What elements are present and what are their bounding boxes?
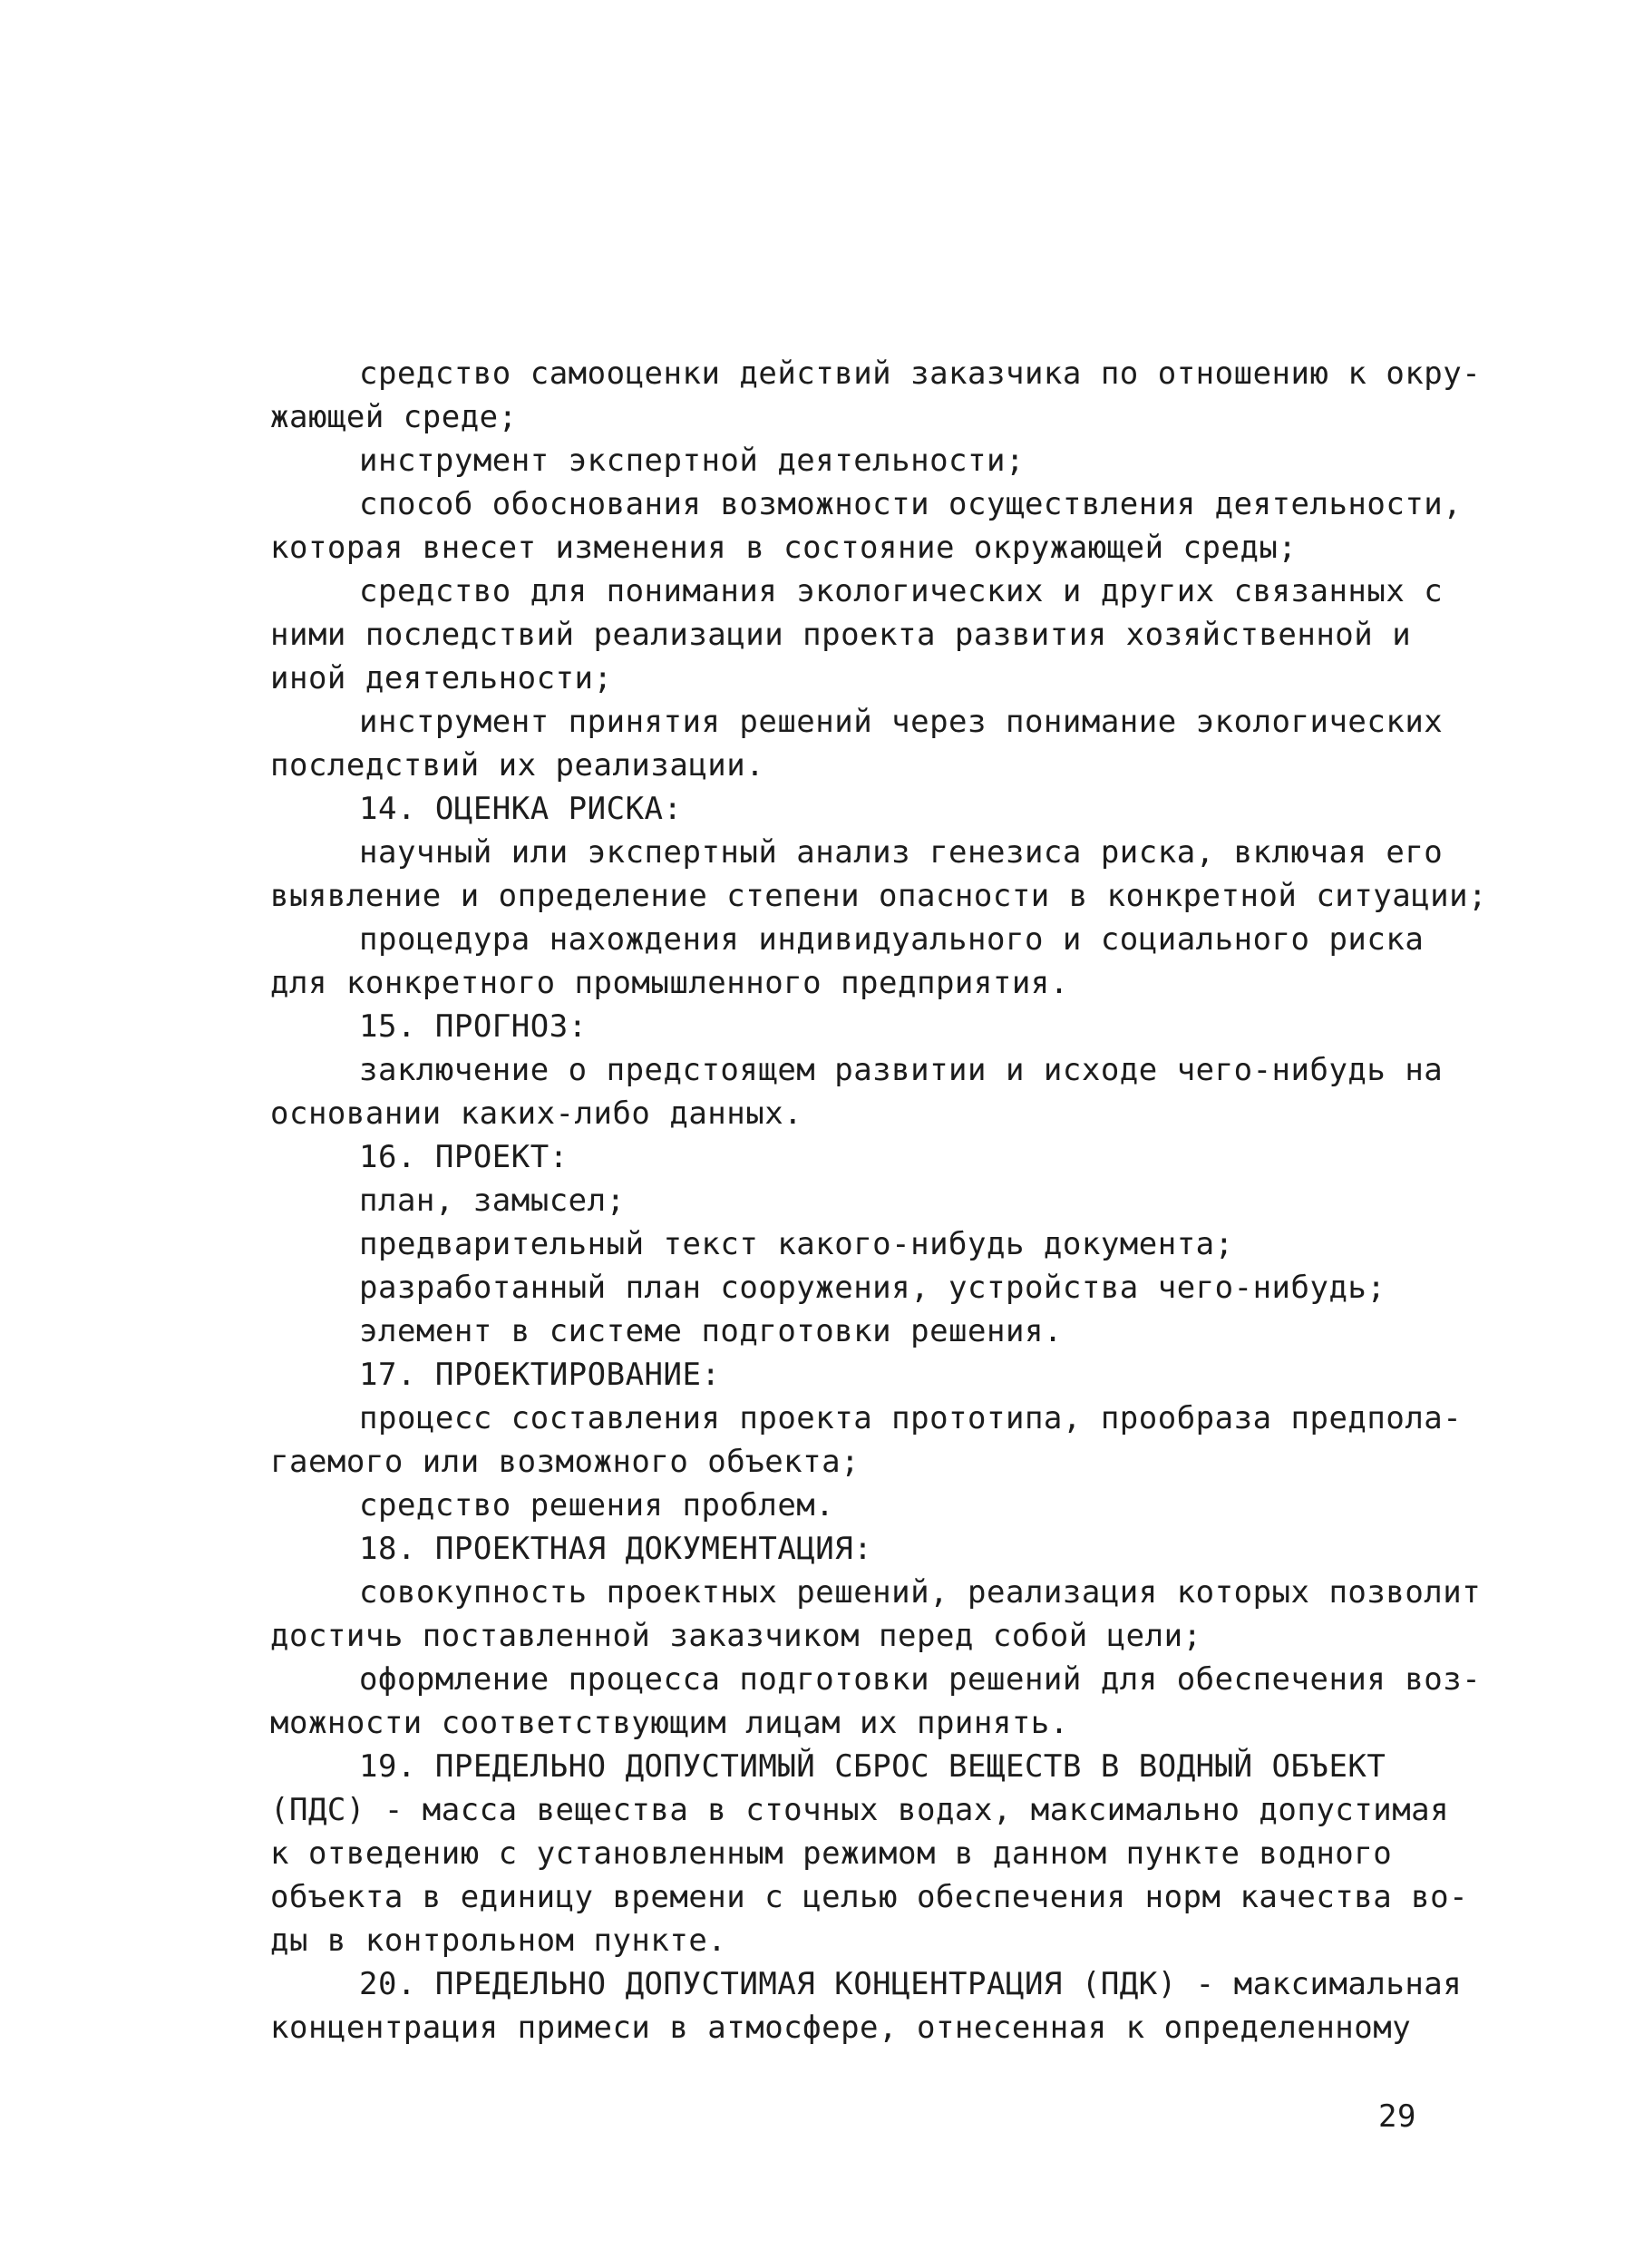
text-line: процесс составления проекта прототипа, прообраза предпола-: [359, 1400, 1463, 1436]
text-line: ды в контрольном пункте.: [270, 1922, 727, 1959]
text-line: элемент в системе подготовки решения.: [359, 1313, 1063, 1349]
section-heading: 14. ОЦЕНКА РИСКА:: [359, 791, 683, 827]
text-line: средство решения проблем.: [359, 1487, 835, 1523]
text-line: средство самооценки действий заказчика по отношению к окру-: [359, 355, 1482, 392]
text-line: план, замысел;: [359, 1183, 626, 1219]
text-line: инструмент экспертной деятельности;: [359, 443, 1025, 479]
text-line: объекта в единицу времени с целью обеспечения норм качества во-: [270, 1879, 1469, 1915]
section-heading: 20. ПРЕДЕЛЬНО ДОПУСТИМАЯ КОНЦЕНТРАЦИЯ (ПДК) - максимальная: [359, 1966, 1463, 2002]
text-line: инструмент принятия решений через понимание экологических: [359, 704, 1444, 740]
text-line: оформление процесса подготовки решений для обеспечения воз-: [359, 1661, 1482, 1698]
section-heading: 15. ПРОГНОЗ:: [359, 1008, 588, 1045]
text-line: ними последствий реализации проекта развития хозяйственной и: [270, 617, 1412, 653]
body-text: [270, 352, 1488, 2049]
text-line: для конкретного промышленного предприятия.: [270, 965, 1069, 1001]
section-heading: 16. ПРОЕКТ:: [359, 1139, 569, 1175]
text-line: жающей среде;: [270, 399, 518, 435]
text-line: гаемого или возможного объекта;: [270, 1444, 861, 1480]
text-line: (ПДС) - масса вещества в сточных водах, максимально допустимая: [270, 1792, 1450, 1828]
text-line: можности соответствующим лицам их принять.: [270, 1705, 1069, 1741]
text-line: иной деятельности;: [270, 660, 613, 696]
text-line: научный или экспертный анализ генезиса риска, включая его: [359, 834, 1444, 871]
text-line: совокупность проектных решений, реализация которых позволит: [359, 1574, 1482, 1611]
text-line: достичь поставленной заказчиком перед собой цели;: [270, 1618, 1202, 1654]
text-line: предварительный текст какого-нибудь документа;: [359, 1226, 1234, 1262]
text-line: разработанный план сооружения, устройства чего-нибудь;: [359, 1270, 1386, 1306]
text-line: концентрация примеси в атмосфере, отнесенная к определенному: [270, 2010, 1412, 2046]
text-line: способ обоснования возможности осуществления деятельности,: [359, 486, 1463, 522]
section-heading: 17. ПРОЕКТИРОВАНИЕ:: [359, 1357, 721, 1393]
text-line: заключение о предстоящем развитии и исходе чего-нибудь на: [359, 1052, 1444, 1088]
text-line: средство для понимания экологических и других связанных с: [359, 573, 1444, 609]
text-line: к отведению с установленным режимом в данном пункте водного: [270, 1835, 1393, 1872]
text-line: выявление и определение степени опасности в конкретной ситуации;: [270, 878, 1488, 914]
text-line: последствий их реализации.: [270, 747, 765, 784]
text-line: процедура нахождения индивидуального и социального риска: [359, 921, 1425, 958]
section-heading: 18. ПРОЕКТНАЯ ДОКУМЕНТАЦИЯ:: [359, 1531, 873, 1567]
text-line: которая внесет изменения в состояние окружающей среды;: [270, 530, 1298, 566]
section-heading: 19. ПРЕДЕЛЬНО ДОПУСТИМЫЙ СБРОС ВЕЩЕСТВ В ВОДНЫЙ ОБЪЕКТ: [359, 1748, 1386, 1785]
text-line: основании каких-либо данных.: [270, 1095, 803, 1132]
page-number: 29: [1378, 2098, 1416, 2135]
